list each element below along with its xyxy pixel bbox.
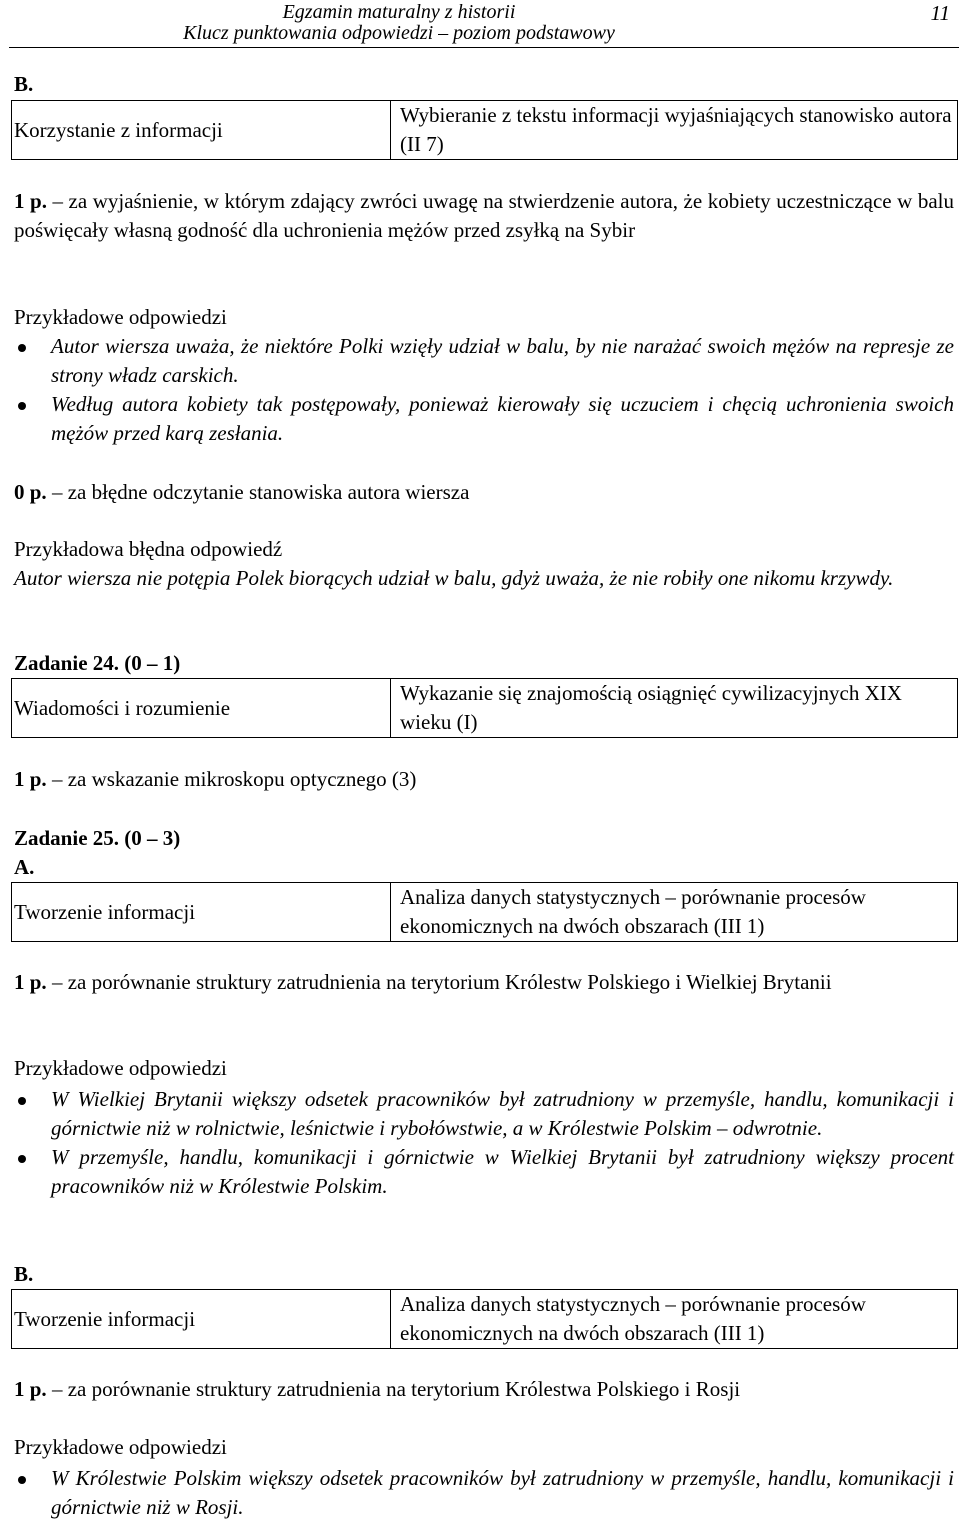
skill-cell: Tworzenie informacji — [12, 1290, 391, 1349]
skill-table-25b — [11, 1289, 958, 1349]
header-divider — [9, 47, 959, 48]
skill-table-b1 — [11, 100, 958, 160]
requirement-cell: Wybieranie z tekstu informacji wyjaśniających stanowisko autora (II 7) — [391, 101, 958, 160]
list-item: W Królestwie Polskim większy odsetek pracowników był zatrudniony w przemyśle, handlu, komunikacji i górnictwie niż w Rosji. — [14, 1464, 954, 1522]
skill-table-25a — [11, 882, 958, 942]
bullet-icon — [18, 1155, 26, 1163]
score-1p-criterion: 1 p. – za wyjaśnienie, w którym zdający zwróci uwagę na stwierdzenie autora, że kobiety uczestniczące w balu poświęcały własną godność dla uchronienia mężów przed zsyłką na Sybir — [14, 189, 954, 242]
list-item: Autor wiersza uważa, że niektóre Polki wzięły udział w balu, by nie narażać swoich mężów na represje ze strony władz carskich. — [14, 332, 954, 390]
requirement-cell: Analiza danych statystycznych – porównanie procesów ekonomicznych na dwóch obszarach (III 1) — [391, 1290, 958, 1349]
skill-cell: Tworzenie informacji — [12, 883, 391, 942]
section-b-label: B. — [14, 72, 34, 96]
task-25-part-a-label: A. — [14, 855, 35, 879]
examples-list — [14, 1464, 954, 1522]
header-exam-title: Egzamin maturalny z historii — [282, 1, 516, 23]
requirement-cell: Analiza danych statystycznych – porównanie procesów ekonomicznych na dwóch obszarach (III 1) — [391, 883, 958, 942]
examples-list — [14, 332, 954, 448]
examples-heading: Przykładowe odpowiedzi — [14, 1435, 227, 1459]
page-header — [14, 0, 954, 48]
header-key-title: Klucz punktowania odpowiedzi – poziom podstawowy — [183, 22, 615, 44]
list-item: W przemyśle, handlu, komunikacji i górnictwie w Wielkiej Brytanii był zatrudniony większy procent pracowników niż w Królestwie Polskim. — [14, 1143, 954, 1201]
task-25-title: Zadanie 25. (0 – 3) — [14, 826, 181, 850]
bullet-icon — [18, 1476, 26, 1484]
bullet-icon — [18, 344, 26, 352]
page-number: 11 — [930, 1, 950, 25]
wrong-answer-heading: Przykładowa błędna odpowiedź — [14, 537, 283, 561]
task-24-criterion: 1 p. – za wskazanie mikroskopu optycznego (3) — [14, 767, 417, 791]
bullet-icon — [18, 402, 26, 410]
task-25-part-b-label: B. — [14, 1262, 34, 1286]
skill-table-24 — [11, 678, 958, 738]
skill-cell: Wiadomości i rozumienie — [12, 679, 391, 738]
wrong-answer-text: Autor wiersza nie potępia Polek biorących udział w balu, gdyż uważa, że nie robiły one nikomu krzywdy. — [14, 566, 894, 590]
list-item: W Wielkiej Brytanii większy odsetek pracowników był zatrudniony w przemyśle, handlu, komunikacji i górnictwie niż w rolnictwie, leśnictwie i rybołówstwie, a w Królestwie Polskim – odwrotnie. — [14, 1085, 954, 1143]
task-25b-criterion: 1 p. – za porównanie struktury zatrudnienia na terytorium Królestwa Polskiego i Rosji — [14, 1377, 741, 1401]
list-item: Według autora kobiety tak postępowały, ponieważ kierowały się uczuciem i chęcią uchronienia swoich mężów przed karą zesłania. — [14, 390, 954, 448]
examples-list — [14, 1085, 954, 1201]
examples-heading: Przykładowe odpowiedzi — [14, 1056, 227, 1080]
skill-cell: Korzystanie z informacji — [12, 101, 391, 160]
score-0p-criterion: 0 p. – za błędne odczytanie stanowiska autora wiersza — [14, 480, 470, 504]
examples-heading: Przykładowe odpowiedzi — [14, 305, 227, 329]
bullet-icon — [18, 1097, 26, 1105]
requirement-cell: Wykazanie się znajomością osiągnięć cywilizacyjnych XIX wieku (I) — [391, 679, 958, 738]
task-24-title: Zadanie 24. (0 – 1) — [14, 651, 181, 675]
task-25a-criterion: 1 p. – za porównanie struktury zatrudnienia na terytorium Królestw Polskiego i Wielkiej Brytanii — [14, 970, 832, 994]
